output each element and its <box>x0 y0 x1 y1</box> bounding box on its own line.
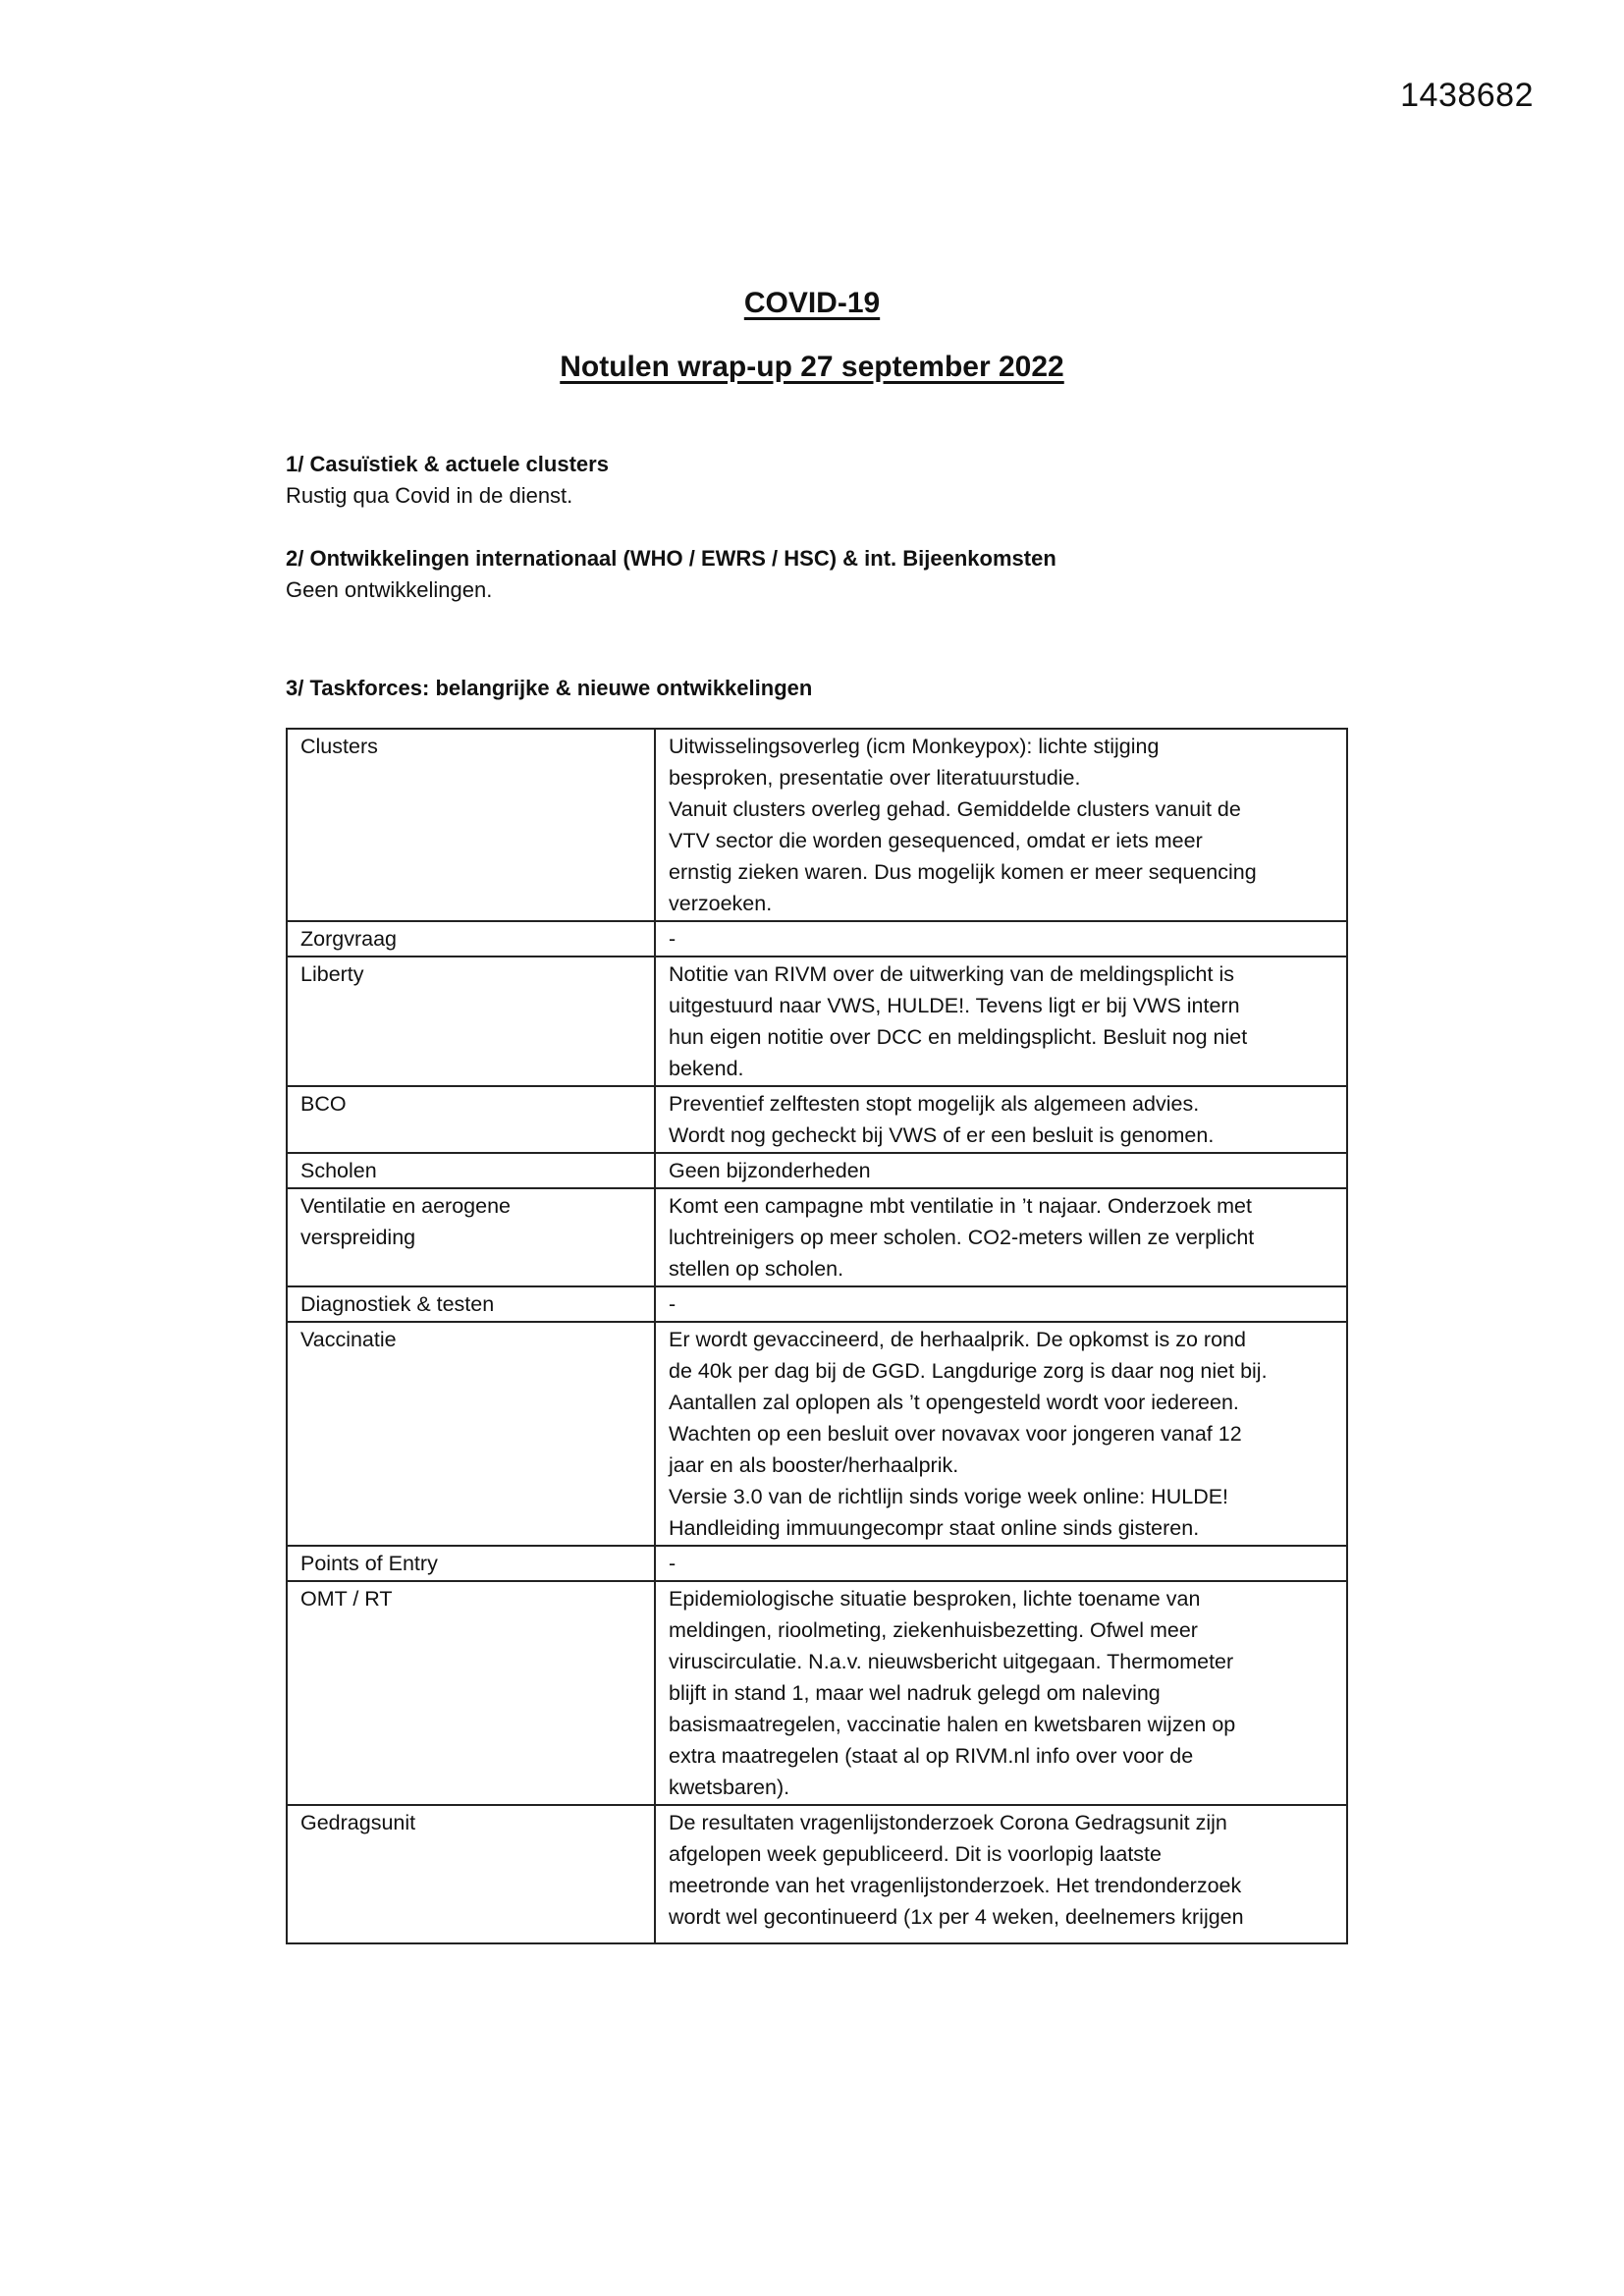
table-row <box>287 957 1347 1086</box>
table-row <box>287 1086 1347 1153</box>
table-cell-description: Epidemiologische situatie besproken, lichte toename van meldingen, rioolmeting, ziekenhuisbezetting. Ofwel meer viruscirculatie. N.a.v. nieuwsbericht uitgegaan. Thermometer blijft in stand 1, maar wel nadruk gelegd om naleving basismaatregelen, vaccinatie halen en kwetsbaren wijzen op extra maatregelen (staat al op RIVM.nl info over voor de kwetsbaren). <box>655 1581 1347 1805</box>
section-internationaal <box>286 543 1056 606</box>
document-subtitle: Notulen wrap-up 27 september 2022 <box>560 351 1064 383</box>
table-cell-topic: Clusters <box>287 729 655 921</box>
taskforces-table <box>286 728 1348 1944</box>
table-cell-description: Uitwisselingsoverleg (icm Monkeypox): lichte stijging besproken, presentatie over literatuurstudie. Vanuit clusters overleg gehad. Gemiddelde clusters vanuit de VTV sector die worden gesequenced, omdat er iets meer ernstig zieken waren. Dus mogelijk komen er meer sequencing verzoeken. <box>655 729 1347 921</box>
document-number: 1438682 <box>1400 77 1534 114</box>
section-casuistiek <box>286 449 609 512</box>
table-row <box>287 921 1347 957</box>
section-body: Rustig qua Covid in de dienst. <box>286 483 573 508</box>
table-cell-topic: Liberty <box>287 957 655 1086</box>
table-cell-description: Notitie van RIVM over de uitwerking van de meldingsplicht is uitgestuurd naar VWS, HULDE!. Tevens ligt er bij VWS intern hun eigen notitie over DCC en meldingsplicht. Besluit nog niet bekend. <box>655 957 1347 1086</box>
section-heading: 1/ Casuïstiek & actuele clusters <box>286 452 609 476</box>
table-cell-topic: Vaccinatie <box>287 1322 655 1546</box>
table-cell-topic: Zorgvraag <box>287 921 655 957</box>
table-row <box>287 1153 1347 1188</box>
table-cell-topic: Diagnostiek & testen <box>287 1286 655 1322</box>
section-taskforces <box>286 673 812 704</box>
section-body: Geen ontwikkelingen. <box>286 577 493 602</box>
table-row <box>287 1581 1347 1805</box>
section-heading: 3/ Taskforces: belangrijke & nieuwe ontwikkelingen <box>286 676 813 700</box>
table-cell-description: Er wordt gevaccineerd, de herhaalprik. De opkomst is zo rond de 40k per dag bij de GGD. Langdurige zorg is daar nog niet bij. Aantallen zal oplopen als ’t opengesteld wordt voor iedereen. Wachten op een besluit over novavax voor jongeren vanaf 12 jaar en als booster/herhaalprik. Versie 3.0 van de richtlijn sinds vorige week online: HULDE! Handleiding immuungecompr staat online sinds gisteren. <box>655 1322 1347 1546</box>
table-cell-description: - <box>655 1546 1347 1581</box>
table-row <box>287 1805 1347 1943</box>
document-title: COVID-19 <box>743 287 881 319</box>
section-heading: 2/ Ontwikkelingen internationaal (WHO / EWRS / HSC) & int. Bijeenkomsten <box>286 546 1056 571</box>
table-cell-topic: Points of Entry <box>287 1546 655 1581</box>
table-row <box>287 1286 1347 1322</box>
table-cell-description: - <box>655 921 1347 957</box>
table-cell-description: - <box>655 1286 1347 1322</box>
table-row <box>287 1546 1347 1581</box>
table-cell-description: Geen bijzonderheden <box>655 1153 1347 1188</box>
table-row <box>287 1188 1347 1286</box>
table-cell-description: Preventief zelftesten stopt mogelijk als algemeen advies. Wordt nog gecheckt bij VWS of er een besluit is genomen. <box>655 1086 1347 1153</box>
table-cell-topic: Ventilatie en aerogene verspreiding <box>287 1188 655 1286</box>
table-cell-description: Komt een campagne mbt ventilatie in ’t najaar. Onderzoek met luchtreinigers op meer scholen. CO2-meters willen ze verplicht stellen op scholen. <box>655 1188 1347 1286</box>
table-cell-topic: BCO <box>287 1086 655 1153</box>
table-row <box>287 729 1347 921</box>
table-row <box>287 1322 1347 1546</box>
table-cell-topic: OMT / RT <box>287 1581 655 1805</box>
table-cell-topic: Gedragsunit <box>287 1805 655 1943</box>
table-cell-topic: Scholen <box>287 1153 655 1188</box>
table-cell-description: De resultaten vragenlijstonderzoek Corona Gedragsunit zijn afgelopen week gepubliceerd. Dit is voorlopig laatste meetronde van het vragenlijstonderzoek. Het trendonderzoek wordt wel gecontinueerd (1x per 4 weken, deelnemers krijgen <box>655 1805 1347 1943</box>
